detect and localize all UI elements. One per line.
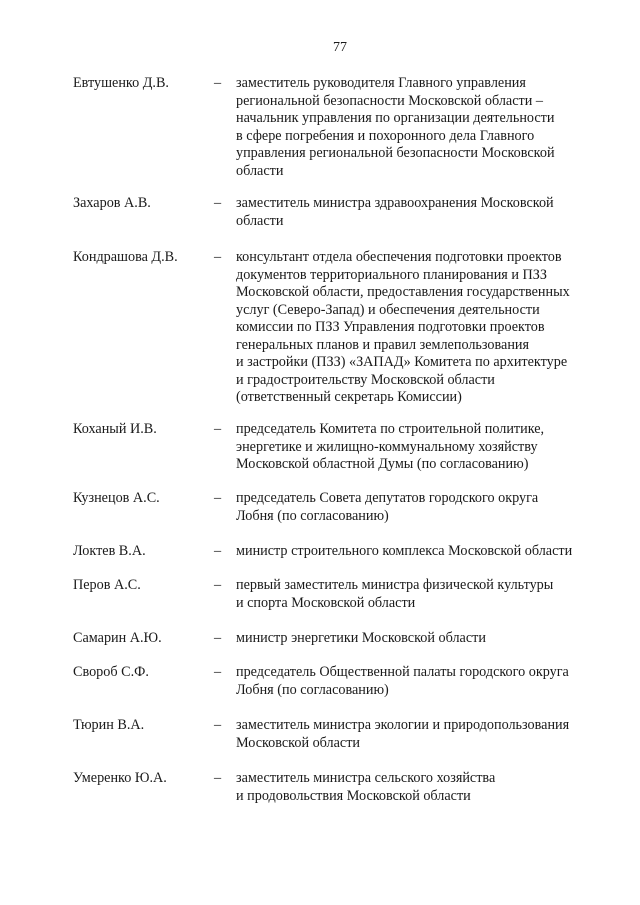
position-line: Лобня (по согласованию) [236,681,389,698]
dash-separator: – [214,421,222,437]
position-line: энергетике и жилищно-коммунальному хозяйству [236,438,538,455]
position-line: первый заместитель министра физической культуры [236,577,554,593]
member-name: Захаров А.В. [73,195,151,211]
dash-separator: – [214,75,222,91]
member-name: Локтев В.А. [73,543,146,559]
member-position [236,249,616,407]
member-position [236,543,616,561]
position-line: Лобня (по согласованию) [236,507,389,524]
position-line: области [236,212,284,229]
position-line: Московской области [236,734,361,751]
position-line: начальник управления по организации деятельности [236,110,555,126]
dash-separator: – [214,195,222,211]
position-line: управления региональной безопасности Московской [236,145,555,161]
position-line: и спорта Московской области [236,594,416,611]
member-name: Тюрин В.А. [73,717,145,733]
member-position [236,490,616,525]
member-position [236,75,616,180]
position-line: председатель Совета депутатов городского округа [236,490,539,506]
position-line: министр строительного комплекса Московской области [236,543,573,559]
position-line: заместитель министра сельского хозяйства [236,770,496,786]
position-line: и застройки (ПЗЗ) «ЗАПАД» Комитета по архитектуре [236,354,568,370]
member-name: Евтушенко Д.В. [73,75,169,91]
dash-separator: – [214,490,222,506]
member-name: Умеренко Ю.А. [73,770,167,786]
dash-separator: – [214,664,222,680]
page-number: 77 [333,40,347,55]
position-line: заместитель министра экологии и природопользования [236,717,570,733]
position-line: председатель Общественной палаты городского округа [236,664,569,680]
position-line: в сфере погребения и похоронного дела Главного [236,127,535,144]
position-line: и градостроительству Московской области [236,371,495,388]
member-position [236,421,616,474]
member-position [236,770,616,805]
dash-separator: – [214,630,222,646]
member-name: Коханый И.В. [73,421,157,437]
dash-separator: – [214,577,222,593]
position-line: услуг (Северо-Запад) и обеспечения деятельности [236,301,540,318]
position-line: председатель Комитета по строительной политике, [236,421,545,437]
position-line: и продовольствия Московской области [236,787,471,804]
member-position [236,664,616,699]
member-name: Свороб С.Ф. [73,664,149,680]
dash-separator: – [214,249,222,265]
position-line: министр энергетики Московской области [236,630,486,646]
position-line: консультант отдела обеспечения подготовки проектов [236,249,562,265]
member-position [236,717,616,752]
member-name: Кузнецов А.С. [73,490,160,506]
position-line: заместитель руководителя Главного управления [236,75,526,91]
position-line: региональной безопасности Московской области – [236,92,543,109]
position-line: генеральных планов и правил землепользования [236,336,530,353]
position-line: Московской области, предоставления государственных [236,284,570,300]
member-name: Кондрашова Д.В. [73,249,178,265]
member-position [236,630,616,648]
member-position [236,577,616,612]
member-name: Самарин А.Ю. [73,630,162,646]
position-line: Московской областной Думы (по согласованию) [236,456,529,472]
position-line: документов территориального планирования и ПЗЗ [236,266,547,283]
member-position [236,195,616,230]
dash-separator: – [214,717,222,733]
dash-separator: – [214,543,222,559]
position-line: (ответственный секретарь Комиссии) [236,389,462,405]
position-line: области [236,162,284,179]
member-name: Перов А.С. [73,577,141,593]
position-line: заместитель министра здравоохранения Московской [236,195,554,211]
position-line: комиссии по ПЗЗ Управления подготовки проектов [236,319,545,335]
dash-separator: – [214,770,222,786]
